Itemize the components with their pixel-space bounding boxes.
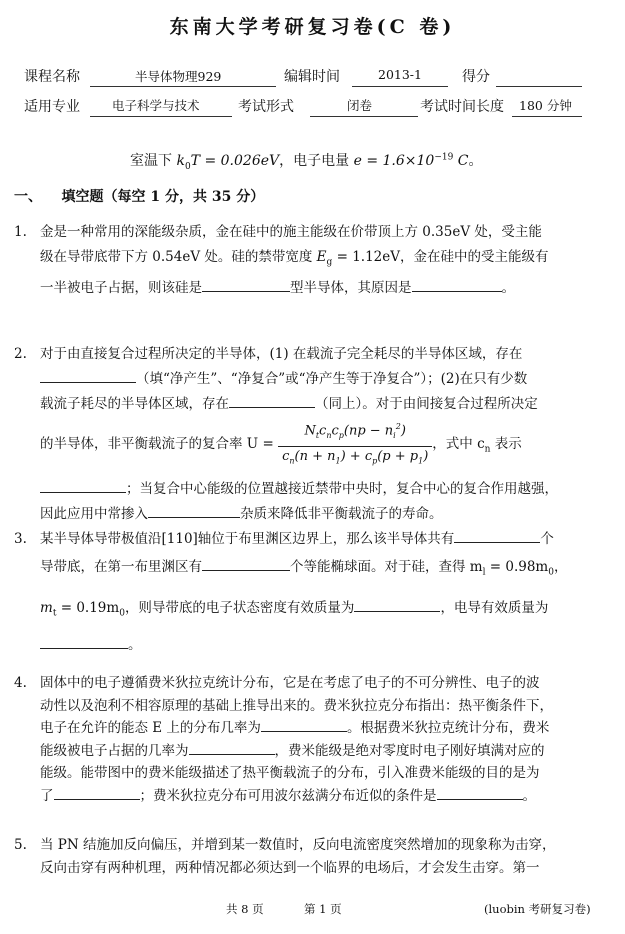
course-name-value: 半导体物理929	[135, 69, 222, 84]
question-4	[14, 672, 609, 807]
question-number: 3.	[14, 531, 27, 547]
answer-blank[interactable]	[261, 719, 347, 732]
question-text: 了 ；费米狄拉克分布可用波尔兹满分布近似的条件是 。	[40, 787, 536, 804]
question-text: 动性以及泡利不相容原理的基础上推导出来的。费米狄拉克分布指出：热平衡条件下，	[40, 697, 553, 714]
answer-blank[interactable]	[148, 505, 240, 518]
question-text: 金是一种常用的深能级杂质，金在硅中的施主能级在价带顶上方 0.35eV 处，受主能	[40, 224, 542, 240]
question-text: 级在导带底带下方 0.54eV 处。硅的禁带宽度 $E_g = 1.12eV$，金在硅中的受主能级有	[40, 249, 549, 268]
question-3	[14, 527, 609, 658]
answer-blank[interactable]	[40, 636, 128, 649]
edit-time-value: 2013-1	[378, 67, 422, 82]
question-text: 能级。能带图中的费米能级描述了热平衡载流子的分布，引入准费米能级的目的是为	[40, 765, 540, 781]
page-title: 东南大学考研复习卷(C 卷)	[169, 16, 456, 38]
question-text: 某半导体导带极值沿[110]轴位于布里渊区边界上，那么该半导体共有 个	[40, 531, 554, 547]
exam-form-label: 考试形式	[238, 99, 294, 115]
question-text: 。	[40, 633, 609, 658]
question-text: 的半导体，非平衡载流子的复合率 U = $\frac{N_tc_nc_p(np - n_i^2)}{c_n(n + n_1) + c_p(p + p_1)}$ ，式中 $c_n$ 表示	[40, 417, 609, 477]
source-note: (luobin 考研复习卷)	[484, 902, 591, 916]
answer-blank[interactable]	[412, 279, 502, 292]
edit-time-label: 编辑时间	[284, 69, 340, 85]
question-text: 能级被电子占据的几率为 ，费米能级是绝对零度时电子刚好填满对应的	[40, 742, 545, 759]
answer-blank[interactable]	[454, 530, 540, 543]
major-underline	[90, 116, 232, 117]
question-number: 1.	[14, 224, 27, 240]
question-5	[14, 834, 609, 880]
duration-label: 考试时间长度	[420, 99, 504, 115]
course-name-label: 课程名称	[24, 69, 80, 85]
question-text: $m_t = 0.19m_0$，则导带底的电子状态密度有效质量为 ，电导有效质量为	[40, 599, 549, 619]
answer-blank[interactable]	[40, 480, 126, 493]
score-label: 得分	[462, 69, 490, 85]
question-text: 固体中的电子遵循费米狄拉克统计分布，它是在考虑了电子的不可分辨性、电子的波	[40, 675, 540, 691]
answer-blank[interactable]	[229, 395, 315, 408]
question-text: ；当复合中心能级的位置越接近禁带中央时，复合中心的复合作用越强，	[40, 477, 609, 502]
score-underline	[496, 86, 582, 87]
duration-value: 180 分钟	[519, 98, 572, 113]
current-page: 第 1 页	[304, 902, 342, 916]
recombination-rate-fraction: $\frac{N_tc_nc_p(np - n_i^2)}{c_n(n + n_1) + c_p(p + p_1)}$	[278, 417, 432, 472]
question-text: 反向击穿有两种机理，两种情况都必须达到一个临界的电场后，才会发生击穿。第一	[40, 860, 540, 876]
total-pages: 共 8 页	[226, 902, 264, 916]
answer-blank[interactable]	[437, 787, 523, 800]
edit-time-underline	[352, 86, 448, 87]
question-2	[14, 342, 609, 527]
course-name-underline	[90, 86, 276, 87]
constants-line: 室温下 $k_0T = 0.026eV$，电子电量 $e = 1.6\times 10^{-19}$ C。	[130, 152, 483, 172]
question-text: （填“净产生”、“净复合”或“净产生等于净复合”）；(2)在只有少数	[40, 367, 609, 392]
question-text: 电子在允许的能态 E 上的分布几率为 。根据费米狄拉克统计分布，费米	[40, 720, 550, 736]
question-number: 4.	[14, 675, 27, 691]
question-text: 载流子耗尽的半导体区域，存在 （同上）。对于由间接复合过程所决定	[40, 396, 538, 412]
question-number: 5.	[14, 837, 27, 853]
duration-underline	[512, 116, 582, 117]
question-1	[14, 220, 609, 301]
answer-blank[interactable]	[202, 558, 290, 571]
section-heading: 一、 填空题（每空 1 分，共 35 分）	[14, 189, 265, 205]
major-label: 适用专业	[24, 99, 80, 115]
exam-form-value: 闭卷	[347, 98, 373, 113]
answer-blank[interactable]	[40, 370, 136, 383]
question-text: 当 PN 结施加反向偏压，并增到某一数值时，反向电流密度突然增加的现象称为击穿，	[40, 837, 556, 853]
answer-blank[interactable]	[54, 787, 140, 800]
exam-form-underline	[310, 116, 418, 117]
answer-blank[interactable]	[202, 279, 290, 292]
question-text: 对于由直接复合过程所决定的半导体，(1) 在载流子完全耗尽的半导体区域，存在	[40, 346, 523, 362]
question-text: 一半被电子占据，则该硅是 型半导体，其原因是 。	[40, 279, 515, 296]
question-text: 导带底，在第一布里渊区有 个等能椭球面。对于硅，查得 $m_l = 0.98m_0$，	[40, 559, 568, 578]
answer-blank[interactable]	[354, 599, 440, 612]
question-text: 因此应用中常掺入 杂质来降低非平衡载流子的寿命。	[40, 505, 443, 522]
major-value: 电子科学与技术	[112, 98, 200, 113]
question-number: 2.	[14, 346, 27, 362]
answer-blank[interactable]	[189, 742, 275, 755]
